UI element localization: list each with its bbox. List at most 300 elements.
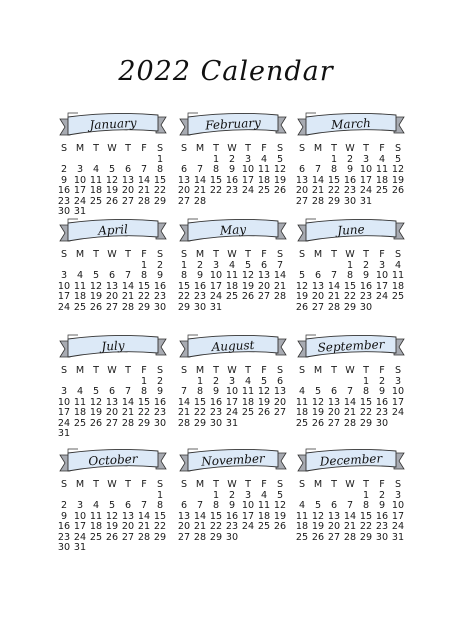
day-cell: 8 xyxy=(212,500,220,511)
day-cell: 9 xyxy=(156,386,164,397)
day-cell: 29 xyxy=(153,531,167,543)
day-cell: 18 xyxy=(89,521,103,532)
weekday-header: W xyxy=(227,143,237,154)
day-cell: 2 xyxy=(196,259,204,271)
day-cell: 14 xyxy=(193,174,207,186)
day-cell: 26 xyxy=(311,531,325,543)
day-cell: 24 xyxy=(73,195,87,207)
day-cell: 14 xyxy=(137,510,151,522)
day-cell: 8 xyxy=(362,386,370,397)
day-cell: 12 xyxy=(257,386,271,397)
day-grid xyxy=(294,144,418,207)
day-cell: 9 xyxy=(60,510,68,522)
month-name: June xyxy=(336,222,366,238)
day-cell: 15 xyxy=(137,396,151,408)
day-cell: 12 xyxy=(295,280,309,292)
day-cell: 9 xyxy=(228,500,236,511)
day-cell: 13 xyxy=(121,174,135,186)
day-cell: 16 xyxy=(343,174,357,186)
day-cell: 7 xyxy=(180,386,188,397)
day-cell: 20 xyxy=(105,407,119,418)
day-cell: 5 xyxy=(276,489,284,501)
day-cell: 13 xyxy=(311,280,325,292)
day-cell: 26 xyxy=(257,407,271,418)
day-cell: 28 xyxy=(273,291,287,302)
day-cell: 16 xyxy=(359,280,373,292)
day-cell: 31 xyxy=(73,542,87,553)
day-cell: 1 xyxy=(212,153,220,165)
day-cell: 3 xyxy=(362,153,370,165)
month-ribbon xyxy=(58,446,168,478)
day-cell: 25 xyxy=(257,185,271,196)
day-cell: 30 xyxy=(153,301,167,313)
day-cell: 5 xyxy=(314,386,322,397)
day-cell: 15 xyxy=(209,510,223,522)
day-cell: 11 xyxy=(257,164,271,175)
day-cell: 10 xyxy=(241,164,255,175)
weekday-header: T xyxy=(363,365,369,376)
day-cell: 7 xyxy=(124,270,132,281)
day-cell: 9 xyxy=(156,270,164,281)
month-name: July xyxy=(101,338,125,354)
day-cell: 24 xyxy=(57,417,71,429)
month-august xyxy=(176,332,300,429)
day-cell: 6 xyxy=(314,270,322,281)
day-cell: 5 xyxy=(108,500,116,511)
page-title: 2022 Calendar xyxy=(118,56,334,87)
day-cell: 29 xyxy=(209,531,223,543)
day-cell: 8 xyxy=(346,270,354,281)
weekday-header: F xyxy=(379,249,385,260)
day-cell: 12 xyxy=(89,280,103,292)
day-cell: 16 xyxy=(57,521,71,532)
day-cell: 17 xyxy=(57,291,71,302)
day-cell: 2 xyxy=(228,489,236,501)
day-cell: 12 xyxy=(89,396,103,408)
day-cell: 25 xyxy=(73,301,87,313)
day-grid xyxy=(56,144,180,218)
day-cell: 24 xyxy=(225,407,239,418)
day-cell: 15 xyxy=(153,510,167,522)
day-cell: 8 xyxy=(156,164,164,175)
day-cell: 19 xyxy=(311,521,325,532)
day-cell: 15 xyxy=(193,396,207,408)
weekday-header: M xyxy=(75,479,85,490)
day-cell: 27 xyxy=(121,531,135,543)
weekday-header: F xyxy=(141,143,147,154)
day-cell: 6 xyxy=(330,500,338,511)
day-cell: 22 xyxy=(137,407,151,418)
month-april xyxy=(56,216,180,313)
weekday-header: S xyxy=(298,365,306,376)
day-cell: 8 xyxy=(140,386,148,397)
month-ribbon xyxy=(296,110,406,142)
day-cell: 27 xyxy=(105,417,119,429)
month-march xyxy=(294,110,418,207)
day-grid xyxy=(176,366,300,429)
weekday-header: M xyxy=(195,143,205,154)
day-cell: 12 xyxy=(311,396,325,408)
day-cell: 30 xyxy=(225,531,239,543)
weekday-header: W xyxy=(227,249,237,260)
day-cell: 20 xyxy=(273,396,287,408)
day-cell: 31 xyxy=(209,301,223,313)
day-cell: 26 xyxy=(105,531,119,543)
weekday-header: T xyxy=(363,479,369,490)
day-cell: 31 xyxy=(391,531,405,543)
day-cell: 29 xyxy=(153,195,167,207)
day-cell: 17 xyxy=(57,407,71,418)
day-cell: 21 xyxy=(273,280,287,292)
month-november xyxy=(176,446,300,543)
day-cell: 19 xyxy=(105,521,119,532)
day-cell: 27 xyxy=(257,291,271,302)
weekday-header: W xyxy=(345,143,355,154)
day-cell: 7 xyxy=(196,500,204,511)
day-cell: 10 xyxy=(209,270,223,281)
day-cell: 30 xyxy=(193,301,207,313)
day-cell: 18 xyxy=(257,510,271,522)
day-cell: 15 xyxy=(177,280,191,292)
day-cell: 23 xyxy=(375,407,389,418)
day-cell: 18 xyxy=(391,280,405,292)
day-cell: 13 xyxy=(257,270,271,281)
day-cell: 27 xyxy=(327,417,341,429)
day-cell: 16 xyxy=(225,174,239,186)
weekday-header: S xyxy=(60,143,68,154)
day-cell: 12 xyxy=(273,164,287,175)
day-cell: 20 xyxy=(257,280,271,292)
day-grid xyxy=(294,480,418,543)
day-cell: 15 xyxy=(327,174,341,186)
day-cell: 18 xyxy=(225,280,239,292)
day-cell: 1 xyxy=(362,375,370,387)
day-cell: 25 xyxy=(89,531,103,543)
day-cell: 11 xyxy=(295,396,309,408)
day-cell: 21 xyxy=(137,521,151,532)
day-cell: 27 xyxy=(177,195,191,207)
day-cell: 2 xyxy=(60,164,68,175)
day-cell: 3 xyxy=(60,270,68,281)
day-cell: 30 xyxy=(375,417,389,429)
day-cell: 8 xyxy=(180,270,188,281)
day-cell: 22 xyxy=(209,521,223,532)
day-cell: 8 xyxy=(156,500,164,511)
day-cell: 24 xyxy=(241,521,255,532)
day-cell: 24 xyxy=(57,301,71,313)
day-cell: 16 xyxy=(375,510,389,522)
day-cell: 16 xyxy=(209,396,223,408)
day-cell: 6 xyxy=(108,386,116,397)
day-cell: 22 xyxy=(209,185,223,196)
day-cell: 26 xyxy=(105,195,119,207)
day-cell: 23 xyxy=(225,521,239,532)
day-cell: 19 xyxy=(241,280,255,292)
day-cell: 14 xyxy=(121,280,135,292)
day-cell: 12 xyxy=(311,510,325,522)
day-cell: 24 xyxy=(209,291,223,302)
weekday-header: W xyxy=(107,143,117,154)
weekday-header: S xyxy=(180,249,188,260)
month-name: November xyxy=(200,451,266,469)
day-cell: 19 xyxy=(391,174,405,186)
day-cell: 28 xyxy=(137,531,151,543)
day-cell: 25 xyxy=(295,531,309,543)
day-cell: 25 xyxy=(257,521,271,532)
day-cell: 21 xyxy=(311,185,325,196)
day-cell: 10 xyxy=(391,386,405,397)
day-cell: 18 xyxy=(89,185,103,196)
day-cell: 14 xyxy=(327,280,341,292)
month-july xyxy=(56,332,180,440)
day-cell: 19 xyxy=(273,510,287,522)
day-cell: 28 xyxy=(193,195,207,207)
day-cell: 11 xyxy=(73,396,87,408)
day-cell: 3 xyxy=(212,259,220,271)
day-cell: 10 xyxy=(57,280,71,292)
day-cell: 26 xyxy=(273,521,287,532)
day-cell: 26 xyxy=(295,301,309,313)
day-grid xyxy=(56,366,180,440)
day-cell: 29 xyxy=(193,417,207,429)
month-ribbon xyxy=(178,110,288,142)
weekday-header: S xyxy=(276,249,284,260)
day-cell: 22 xyxy=(153,521,167,532)
day-cell: 5 xyxy=(108,164,116,175)
day-cell: 11 xyxy=(375,164,389,175)
day-cell: 8 xyxy=(196,386,204,397)
day-cell: 20 xyxy=(295,185,309,196)
day-cell: 14 xyxy=(177,396,191,408)
day-cell: 3 xyxy=(60,386,68,397)
day-cell: 11 xyxy=(225,270,239,281)
day-cell: 22 xyxy=(343,291,357,302)
day-cell: 4 xyxy=(260,489,268,501)
day-cell: 10 xyxy=(57,396,71,408)
day-cell: 6 xyxy=(124,500,132,511)
day-cell: 3 xyxy=(76,164,84,175)
month-ribbon xyxy=(58,216,168,248)
weekday-header: T xyxy=(363,143,369,154)
day-cell: 1 xyxy=(156,489,164,501)
day-cell: 2 xyxy=(60,500,68,511)
day-cell: 21 xyxy=(177,407,191,418)
day-cell: 2 xyxy=(156,375,164,387)
day-cell: 6 xyxy=(330,386,338,397)
day-cell: 30 xyxy=(153,417,167,429)
weekday-header: M xyxy=(75,143,85,154)
day-cell: 18 xyxy=(241,396,255,408)
day-cell: 26 xyxy=(273,185,287,196)
day-cell: 6 xyxy=(298,164,306,175)
day-cell: 7 xyxy=(330,270,338,281)
day-cell: 9 xyxy=(60,174,68,186)
day-cell: 2 xyxy=(362,259,370,271)
month-october xyxy=(56,446,180,554)
day-cell: 6 xyxy=(180,164,188,175)
day-cell: 23 xyxy=(225,185,239,196)
day-cell: 3 xyxy=(394,489,402,501)
day-cell: 15 xyxy=(359,396,373,408)
day-grid xyxy=(176,480,300,543)
day-cell: 4 xyxy=(92,164,100,175)
day-cell: 25 xyxy=(391,291,405,302)
day-grid xyxy=(176,250,300,313)
day-cell: 17 xyxy=(391,396,405,408)
day-cell: 1 xyxy=(140,375,148,387)
month-name: February xyxy=(204,115,262,133)
day-cell: 28 xyxy=(177,417,191,429)
day-cell: 9 xyxy=(196,270,204,281)
day-cell: 23 xyxy=(193,291,207,302)
day-cell: 21 xyxy=(137,185,151,196)
weekday-header: S xyxy=(156,365,164,376)
day-cell: 27 xyxy=(311,301,325,313)
month-ribbon xyxy=(58,110,168,142)
day-cell: 25 xyxy=(89,195,103,207)
weekday-header: T xyxy=(93,479,99,490)
day-cell: 27 xyxy=(295,195,309,207)
day-cell: 22 xyxy=(153,185,167,196)
day-cell: 15 xyxy=(137,280,151,292)
day-cell: 28 xyxy=(343,417,357,429)
day-cell: 22 xyxy=(327,185,341,196)
day-cell: 6 xyxy=(276,375,284,387)
day-cell: 4 xyxy=(76,386,84,397)
day-cell: 26 xyxy=(391,185,405,196)
day-cell: 15 xyxy=(343,280,357,292)
weekday-header: T xyxy=(213,479,219,490)
day-cell: 13 xyxy=(327,510,341,522)
month-september xyxy=(294,332,418,429)
weekday-header: S xyxy=(156,479,164,490)
day-cell: 8 xyxy=(140,270,148,281)
day-cell: 4 xyxy=(92,500,100,511)
weekday-header: S xyxy=(298,143,306,154)
day-cell: 7 xyxy=(276,259,284,271)
month-ribbon xyxy=(178,332,288,364)
day-cell: 26 xyxy=(89,417,103,429)
day-grid xyxy=(176,144,300,207)
weekday-header: F xyxy=(261,249,267,260)
weekday-header: T xyxy=(213,365,219,376)
day-cell: 25 xyxy=(375,185,389,196)
day-cell: 14 xyxy=(273,270,287,281)
weekday-header: T xyxy=(125,143,131,154)
day-cell: 24 xyxy=(73,531,87,543)
weekday-header: S xyxy=(394,365,402,376)
day-cell: 20 xyxy=(177,185,191,196)
day-cell: 23 xyxy=(209,407,223,418)
day-cell: 10 xyxy=(73,174,87,186)
day-cell: 18 xyxy=(375,174,389,186)
day-cell: 22 xyxy=(359,521,373,532)
day-cell: 4 xyxy=(76,270,84,281)
weekday-header: T xyxy=(331,365,337,376)
weekday-header: M xyxy=(75,249,85,260)
day-cell: 23 xyxy=(359,291,373,302)
day-cell: 30 xyxy=(375,531,389,543)
day-cell: 29 xyxy=(359,531,373,543)
day-cell: 5 xyxy=(260,375,268,387)
weekday-header: M xyxy=(195,479,205,490)
weekday-header: T xyxy=(93,143,99,154)
day-cell: 2 xyxy=(378,489,386,501)
day-cell: 27 xyxy=(273,407,287,418)
day-cell: 9 xyxy=(362,270,370,281)
day-cell: 5 xyxy=(92,386,100,397)
day-cell: 13 xyxy=(177,510,191,522)
month-ribbon xyxy=(178,446,288,478)
day-cell: 10 xyxy=(225,386,239,397)
month-ribbon xyxy=(296,332,406,364)
day-cell: 16 xyxy=(153,396,167,408)
day-cell: 11 xyxy=(89,174,103,186)
day-cell: 2 xyxy=(228,153,236,165)
day-cell: 11 xyxy=(89,510,103,522)
month-january xyxy=(56,110,180,218)
day-cell: 14 xyxy=(121,396,135,408)
day-cell: 30 xyxy=(57,206,71,217)
weekday-header: S xyxy=(156,143,164,154)
weekday-header: S xyxy=(276,479,284,490)
day-cell: 13 xyxy=(177,174,191,186)
day-cell: 17 xyxy=(73,521,87,532)
weekday-header: T xyxy=(125,479,131,490)
day-cell: 28 xyxy=(121,417,135,429)
day-cell: 19 xyxy=(273,174,287,186)
day-cell: 7 xyxy=(314,164,322,175)
weekday-header: F xyxy=(379,479,385,490)
day-cell: 12 xyxy=(241,270,255,281)
month-name: December xyxy=(319,451,383,469)
weekday-header: F xyxy=(261,479,267,490)
day-cell: 5 xyxy=(276,153,284,165)
day-cell: 15 xyxy=(359,510,373,522)
weekday-header: T xyxy=(213,143,219,154)
day-grid xyxy=(294,366,418,429)
day-cell: 26 xyxy=(241,291,255,302)
month-june xyxy=(294,216,418,313)
day-cell: 27 xyxy=(105,301,119,313)
day-cell: 7 xyxy=(346,500,354,511)
weekday-header: T xyxy=(245,249,251,260)
weekday-header: S xyxy=(180,143,188,154)
day-cell: 18 xyxy=(73,407,87,418)
weekday-header: W xyxy=(227,479,237,490)
day-cell: 14 xyxy=(343,510,357,522)
day-cell: 14 xyxy=(137,174,151,186)
day-grid xyxy=(56,250,180,313)
day-cell: 9 xyxy=(212,386,220,397)
day-cell: 18 xyxy=(257,174,271,186)
day-cell: 31 xyxy=(57,428,71,439)
day-cell: 17 xyxy=(241,174,255,186)
day-cell: 11 xyxy=(295,510,309,522)
weekday-header: S xyxy=(60,249,68,260)
day-cell: 27 xyxy=(327,531,341,543)
day-cell: 17 xyxy=(225,396,239,408)
weekday-header: T xyxy=(363,249,369,260)
day-cell: 5 xyxy=(394,153,402,165)
day-cell: 24 xyxy=(241,185,255,196)
day-grid xyxy=(294,250,418,313)
day-cell: 19 xyxy=(295,291,309,302)
weekday-header: S xyxy=(276,365,284,376)
day-cell: 13 xyxy=(121,510,135,522)
day-cell: 2 xyxy=(378,375,386,387)
day-cell: 30 xyxy=(57,542,71,553)
